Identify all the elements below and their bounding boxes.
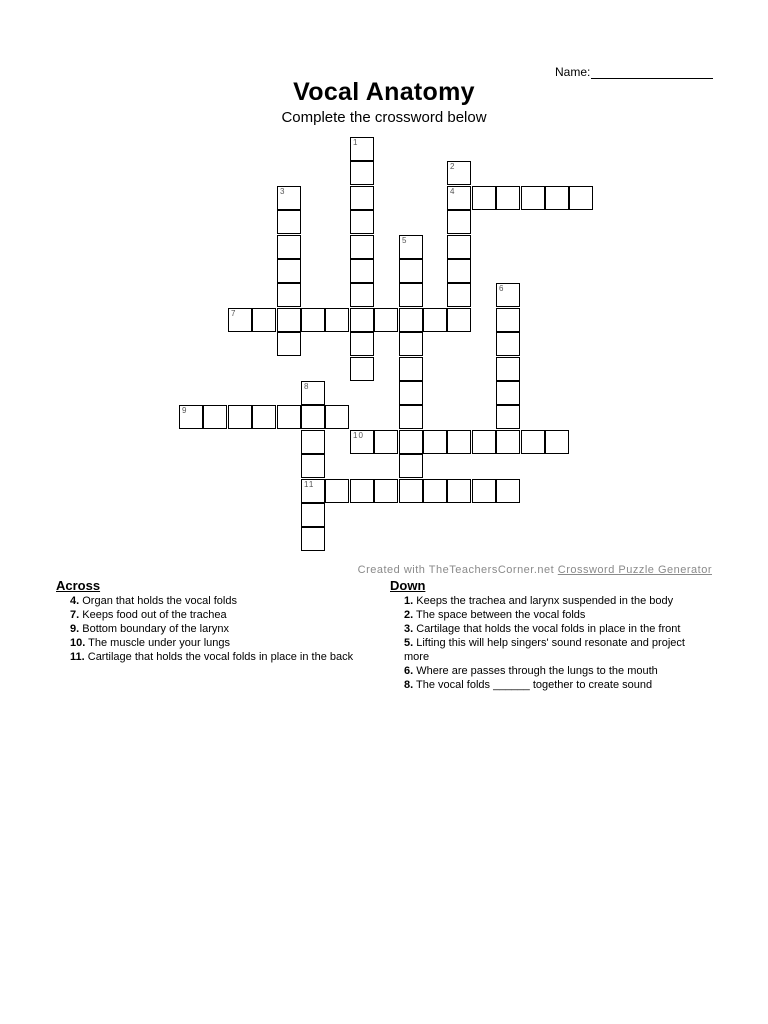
crossword-cell[interactable] bbox=[252, 308, 276, 332]
crossword-cell[interactable] bbox=[277, 186, 301, 210]
crossword-cell[interactable] bbox=[496, 479, 520, 503]
across-clue-list bbox=[56, 594, 356, 664]
cell-number: 11 bbox=[304, 480, 315, 489]
page-subtitle: Complete the crossword below bbox=[281, 109, 487, 126]
crossword-cell[interactable] bbox=[399, 405, 423, 429]
clue-item bbox=[390, 678, 710, 692]
crossword-cell[interactable] bbox=[545, 186, 569, 210]
clue-text: Cartilage that holds the vocal folds in place in the back bbox=[84, 651, 354, 663]
crossword-cell[interactable] bbox=[277, 308, 301, 332]
cell-number: 5 bbox=[402, 236, 408, 245]
crossword-cell[interactable] bbox=[447, 308, 471, 332]
down-clues bbox=[390, 579, 710, 692]
crossword-cell[interactable] bbox=[277, 332, 301, 356]
clue-number: 6. bbox=[404, 665, 414, 677]
crossword-cell[interactable] bbox=[301, 381, 325, 405]
crossword-cell[interactable] bbox=[399, 357, 423, 381]
crossword-cell[interactable] bbox=[277, 405, 301, 429]
crossword-cell[interactable] bbox=[203, 405, 227, 429]
crossword-cell[interactable] bbox=[569, 186, 593, 210]
crossword-cell[interactable] bbox=[228, 405, 252, 429]
crossword-cell[interactable] bbox=[447, 186, 471, 210]
crossword-cell[interactable] bbox=[399, 381, 423, 405]
crossword-cell[interactable] bbox=[399, 454, 423, 478]
crossword-cell[interactable] bbox=[496, 332, 520, 356]
clue-item bbox=[56, 636, 356, 650]
crossword-cell[interactable] bbox=[350, 479, 374, 503]
name-label: Name: bbox=[555, 65, 591, 79]
cell-number: 3 bbox=[280, 187, 286, 196]
clue-text: The vocal folds ______ together to create sound bbox=[413, 679, 653, 691]
clue-text: Cartilage that holds the vocal folds in place in the front bbox=[413, 623, 681, 635]
clue-text: The space between the vocal folds bbox=[413, 609, 586, 621]
crossword-cell[interactable] bbox=[301, 430, 325, 454]
clue-number: 10. bbox=[70, 637, 86, 649]
crossword-cell[interactable] bbox=[350, 430, 374, 454]
clue-item bbox=[390, 664, 710, 678]
crossword-cell[interactable] bbox=[496, 283, 520, 307]
crossword-cell[interactable] bbox=[399, 235, 423, 259]
down-heading: Down bbox=[390, 578, 426, 593]
crossword-cell[interactable] bbox=[277, 283, 301, 307]
cell-number: 4 bbox=[450, 187, 456, 196]
clue-number: 11. bbox=[70, 651, 85, 663]
crossword-cell[interactable] bbox=[350, 308, 374, 332]
credit-text: Created with TheTeachersCorner.net bbox=[357, 564, 555, 576]
down-clue-list bbox=[390, 594, 710, 692]
clue-number: 5. bbox=[404, 637, 414, 649]
cell-number: 7 bbox=[231, 309, 237, 318]
crossword-cell[interactable] bbox=[447, 479, 471, 503]
clue-text: Lifting this will help singers' sound resonate and project more bbox=[404, 637, 685, 663]
crossword-cell[interactable] bbox=[350, 210, 374, 234]
clue-item bbox=[56, 594, 356, 608]
page-title: Vocal Anatomy bbox=[293, 78, 475, 106]
crossword-cell[interactable] bbox=[399, 283, 423, 307]
crossword-cell[interactable] bbox=[350, 283, 374, 307]
crossword-cell[interactable] bbox=[301, 479, 325, 503]
cell-number: 6 bbox=[499, 284, 505, 293]
crossword-cell[interactable] bbox=[399, 308, 423, 332]
clue-item bbox=[56, 608, 356, 622]
crossword-cell[interactable] bbox=[496, 308, 520, 332]
credit-line bbox=[358, 564, 712, 576]
cell-number: 8 bbox=[304, 382, 310, 391]
crossword-cell[interactable] bbox=[399, 332, 423, 356]
crossword-cell[interactable] bbox=[374, 479, 398, 503]
clue-text: Organ that holds the vocal folds bbox=[79, 595, 237, 607]
clue-item bbox=[56, 622, 356, 636]
crossword-cell[interactable] bbox=[301, 308, 325, 332]
crossword-cell[interactable] bbox=[423, 430, 447, 454]
crossword-cell[interactable] bbox=[325, 308, 349, 332]
across-clues bbox=[56, 579, 356, 664]
crossword-cell[interactable] bbox=[228, 308, 252, 332]
crossword-cell[interactable] bbox=[374, 430, 398, 454]
crossword-cell[interactable] bbox=[423, 479, 447, 503]
crossword-cell[interactable] bbox=[399, 430, 423, 454]
clue-number: 2. bbox=[404, 609, 414, 621]
clue-item bbox=[390, 608, 710, 622]
clue-number: 9. bbox=[70, 623, 80, 635]
crossword-cell[interactable] bbox=[472, 479, 496, 503]
cell-number: 1 bbox=[353, 138, 359, 147]
clue-text: The muscle under your lungs bbox=[85, 637, 231, 649]
crossword-cell[interactable] bbox=[399, 479, 423, 503]
crossword-cell[interactable] bbox=[447, 161, 471, 185]
crossword-cell[interactable] bbox=[277, 210, 301, 234]
clue-text: Bottom boundary of the larynx bbox=[79, 623, 229, 635]
crossword-cell[interactable] bbox=[350, 235, 374, 259]
clue-item bbox=[56, 650, 356, 664]
crossword-cell[interactable] bbox=[496, 357, 520, 381]
clue-item bbox=[390, 622, 710, 636]
generator-link[interactable]: Crossword Puzzle Generator bbox=[557, 564, 712, 576]
crossword-cell[interactable] bbox=[447, 235, 471, 259]
crossword-cell[interactable] bbox=[350, 161, 374, 185]
crossword-cell[interactable] bbox=[374, 308, 398, 332]
crossword-cell[interactable] bbox=[496, 186, 520, 210]
clue-number: 7. bbox=[70, 609, 80, 621]
clue-number: 1. bbox=[404, 595, 414, 607]
cell-number: 2 bbox=[450, 162, 456, 171]
crossword-cell[interactable] bbox=[447, 283, 471, 307]
clue-number: 3. bbox=[404, 623, 414, 635]
crossword-cell[interactable] bbox=[252, 405, 276, 429]
crossword-cell[interactable] bbox=[447, 430, 471, 454]
clue-number: 4. bbox=[70, 595, 80, 607]
crossword-cell[interactable] bbox=[179, 405, 203, 429]
crossword-cell[interactable] bbox=[496, 381, 520, 405]
crossword-cell[interactable] bbox=[325, 479, 349, 503]
clue-item bbox=[390, 636, 710, 664]
crossword-cell[interactable] bbox=[472, 186, 496, 210]
crossword-cell[interactable] bbox=[301, 454, 325, 478]
crossword-cell[interactable] bbox=[447, 259, 471, 283]
clue-item bbox=[390, 594, 710, 608]
crossword-cell[interactable] bbox=[496, 405, 520, 429]
crossword-cell[interactable] bbox=[496, 430, 520, 454]
crossword-cell[interactable] bbox=[399, 259, 423, 283]
clue-number: 8. bbox=[404, 679, 414, 691]
crossword-cell[interactable] bbox=[521, 430, 545, 454]
crossword-cell[interactable] bbox=[325, 405, 349, 429]
crossword-cell[interactable] bbox=[423, 308, 447, 332]
crossword-cell[interactable] bbox=[301, 503, 325, 527]
clue-text: Keeps the trachea and larynx suspended in the body bbox=[413, 595, 674, 607]
crossword-cell[interactable] bbox=[277, 235, 301, 259]
cell-number: 10 bbox=[353, 431, 364, 440]
crossword-cell[interactable] bbox=[472, 430, 496, 454]
crossword-cell[interactable] bbox=[545, 430, 569, 454]
crossword-cell[interactable] bbox=[521, 186, 545, 210]
crossword-cell[interactable] bbox=[301, 405, 325, 429]
clue-text: Keeps food out of the trachea bbox=[79, 609, 227, 621]
clue-text: Where are passes through the lungs to the mouth bbox=[413, 665, 658, 677]
crossword-cell[interactable] bbox=[350, 186, 374, 210]
crossword-cell[interactable] bbox=[350, 259, 374, 283]
crossword-cell[interactable] bbox=[447, 210, 471, 234]
crossword-cell[interactable] bbox=[301, 527, 325, 551]
cell-number: 9 bbox=[182, 406, 188, 415]
crossword-cell[interactable] bbox=[277, 259, 301, 283]
across-heading: Across bbox=[56, 578, 101, 593]
crossword-cell[interactable] bbox=[350, 332, 374, 356]
crossword-cell[interactable] bbox=[350, 137, 374, 161]
crossword-cell[interactable] bbox=[350, 357, 374, 381]
